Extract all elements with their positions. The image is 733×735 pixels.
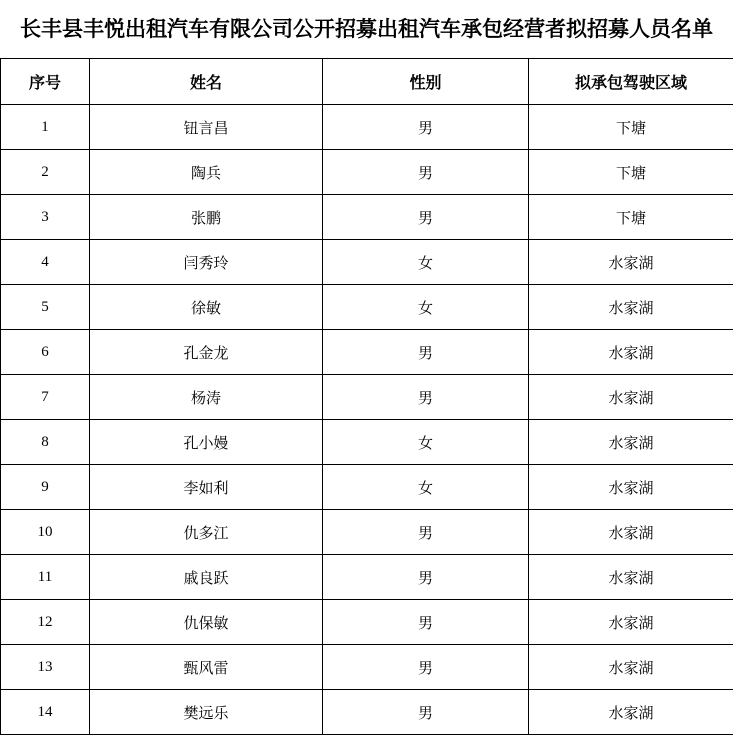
cell-index: 4 bbox=[1, 240, 90, 285]
table-row bbox=[1, 420, 733, 465]
cell-index: 13 bbox=[1, 645, 90, 690]
cell-gender: 男 bbox=[323, 195, 529, 240]
cell-index: 7 bbox=[1, 375, 90, 420]
cell-area: 水家湖 bbox=[529, 240, 733, 285]
cell-gender: 女 bbox=[323, 420, 529, 465]
table-row bbox=[1, 645, 733, 690]
cell-area: 水家湖 bbox=[529, 330, 733, 375]
table-row bbox=[1, 510, 733, 555]
table-row bbox=[1, 195, 733, 240]
table-row bbox=[1, 150, 733, 195]
cell-area: 水家湖 bbox=[529, 420, 733, 465]
header-gender: 性别 bbox=[323, 59, 529, 105]
table-row bbox=[1, 600, 733, 645]
cell-name: 孔金龙 bbox=[90, 330, 323, 375]
candidate-table bbox=[0, 58, 733, 735]
cell-area: 下塘 bbox=[529, 195, 733, 240]
header-name: 姓名 bbox=[90, 59, 323, 105]
cell-index: 14 bbox=[1, 690, 90, 735]
table-row bbox=[1, 285, 733, 330]
cell-area: 水家湖 bbox=[529, 555, 733, 600]
table-row bbox=[1, 555, 733, 600]
cell-area: 下塘 bbox=[529, 150, 733, 195]
cell-name: 张鹏 bbox=[90, 195, 323, 240]
table-row bbox=[1, 375, 733, 420]
cell-gender: 男 bbox=[323, 330, 529, 375]
cell-name: 仇多江 bbox=[90, 510, 323, 555]
cell-index: 10 bbox=[1, 510, 90, 555]
table-row bbox=[1, 465, 733, 510]
cell-name: 仇保敏 bbox=[90, 600, 323, 645]
cell-index: 6 bbox=[1, 330, 90, 375]
header-index: 序号 bbox=[1, 59, 90, 105]
table-row bbox=[1, 240, 733, 285]
cell-index: 9 bbox=[1, 465, 90, 510]
cell-gender: 女 bbox=[323, 285, 529, 330]
cell-index: 8 bbox=[1, 420, 90, 465]
header-area: 拟承包驾驶区域 bbox=[529, 59, 733, 105]
cell-index: 1 bbox=[1, 105, 90, 150]
cell-name: 徐敏 bbox=[90, 285, 323, 330]
cell-area: 水家湖 bbox=[529, 285, 733, 330]
cell-name: 甄风雷 bbox=[90, 645, 323, 690]
table-header-row bbox=[1, 59, 733, 105]
cell-index: 5 bbox=[1, 285, 90, 330]
cell-area: 水家湖 bbox=[529, 690, 733, 735]
document-title: 长丰县丰悦出租汽车有限公司公开招募出租汽车承包经营者拟招募人员名单 bbox=[20, 16, 713, 41]
cell-index: 2 bbox=[1, 150, 90, 195]
cell-index: 3 bbox=[1, 195, 90, 240]
table-row bbox=[1, 690, 733, 735]
cell-gender: 男 bbox=[323, 600, 529, 645]
table-row bbox=[1, 330, 733, 375]
cell-gender: 男 bbox=[323, 105, 529, 150]
cell-gender: 女 bbox=[323, 240, 529, 285]
cell-area: 水家湖 bbox=[529, 510, 733, 555]
cell-gender: 男 bbox=[323, 645, 529, 690]
cell-name: 杨涛 bbox=[90, 375, 323, 420]
cell-name: 孔小嫚 bbox=[90, 420, 323, 465]
cell-gender: 男 bbox=[323, 555, 529, 600]
cell-gender: 男 bbox=[323, 690, 529, 735]
table-row bbox=[1, 105, 733, 150]
cell-area: 水家湖 bbox=[529, 600, 733, 645]
cell-gender: 男 bbox=[323, 510, 529, 555]
cell-area: 水家湖 bbox=[529, 645, 733, 690]
cell-name: 樊远乐 bbox=[90, 690, 323, 735]
cell-name: 戚良跃 bbox=[90, 555, 323, 600]
cell-area: 水家湖 bbox=[529, 465, 733, 510]
cell-gender: 女 bbox=[323, 465, 529, 510]
cell-name: 李如利 bbox=[90, 465, 323, 510]
cell-index: 12 bbox=[1, 600, 90, 645]
cell-name: 钮言昌 bbox=[90, 105, 323, 150]
cell-index: 11 bbox=[1, 555, 90, 600]
cell-area: 下塘 bbox=[529, 105, 733, 150]
cell-area: 水家湖 bbox=[529, 375, 733, 420]
cell-gender: 男 bbox=[323, 150, 529, 195]
cell-name: 陶兵 bbox=[90, 150, 323, 195]
cell-name: 闫秀玲 bbox=[90, 240, 323, 285]
cell-gender: 男 bbox=[323, 375, 529, 420]
